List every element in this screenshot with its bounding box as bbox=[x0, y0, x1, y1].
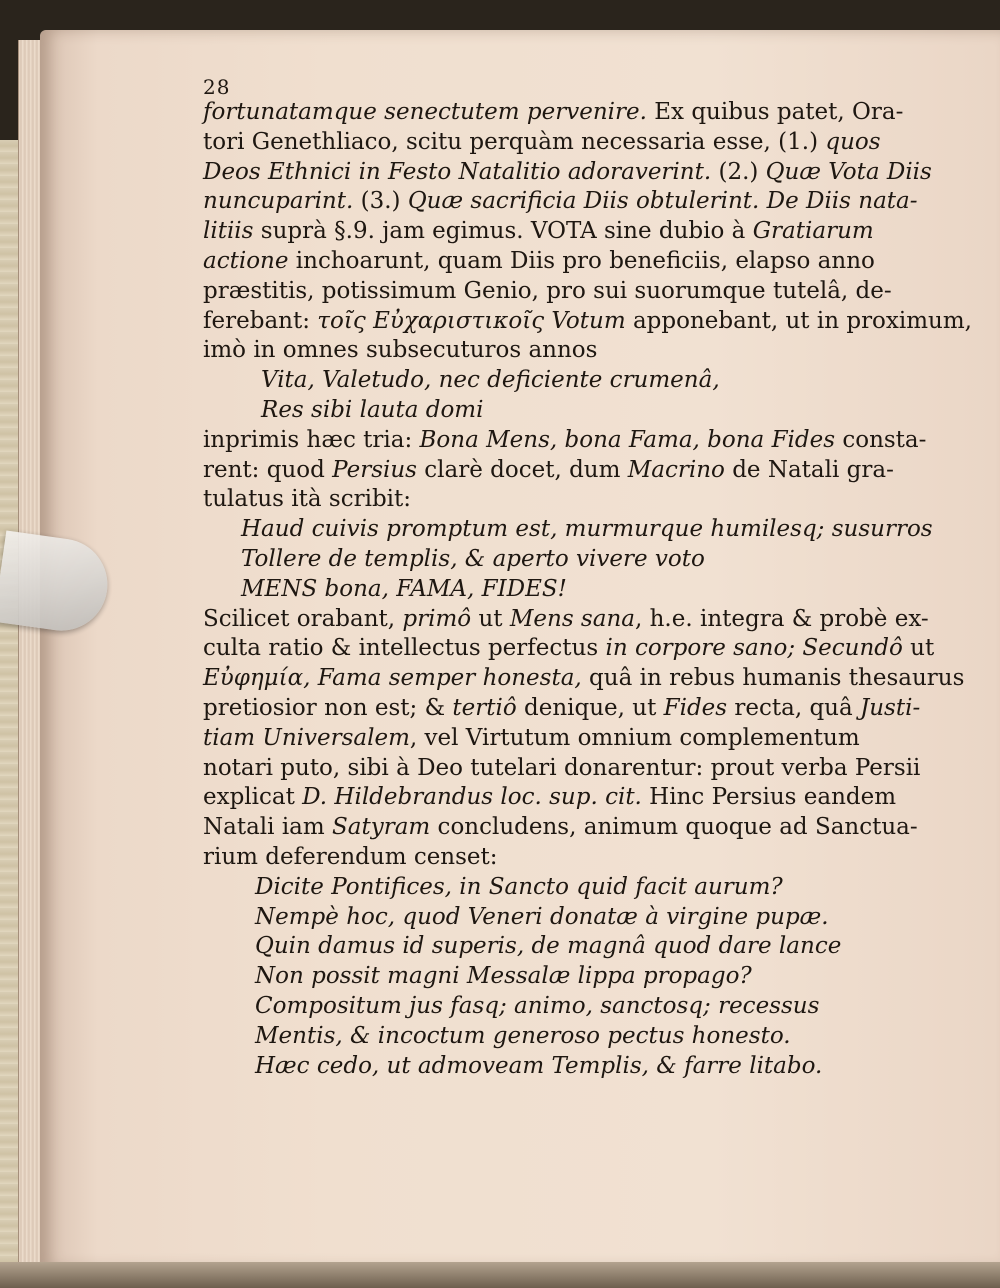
text-segment: de Natali gra- bbox=[724, 456, 894, 483]
text-segment: tiam Universalem bbox=[203, 724, 410, 751]
text-segment: quâ in rebus humanis thesaurus bbox=[581, 665, 965, 692]
text-segment: Vita, Valetudo, nec deficiente crumenâ, bbox=[261, 367, 720, 394]
text-segment: Quæ Vota Diis bbox=[765, 158, 932, 185]
text-line bbox=[203, 873, 903, 903]
text-segment: rium deferendum censet: bbox=[203, 843, 498, 870]
text-segment: Scilicet orabant, bbox=[203, 605, 403, 632]
text-segment: suprà §.9. jam egimus. VOTA sine dubio à bbox=[253, 218, 753, 245]
text-segment: primô bbox=[402, 605, 472, 632]
text-segment: Gratiarum bbox=[752, 218, 874, 245]
text-segment: apponebant, ut in proximum, bbox=[625, 307, 972, 334]
text-segment: , h.e. integra & probè ex- bbox=[634, 605, 929, 632]
text-segment: imò in omnes subsecuturos annos bbox=[203, 337, 598, 364]
text-segment: Justi- bbox=[860, 694, 921, 721]
text-line bbox=[203, 754, 921, 784]
text-line bbox=[203, 307, 972, 337]
text-segment: pretiosior non est; & bbox=[203, 694, 453, 721]
text-line bbox=[203, 128, 903, 158]
text-segment: , vel Virtutum omnium complementum bbox=[409, 724, 860, 751]
text-line bbox=[203, 664, 965, 694]
text-line bbox=[203, 694, 921, 724]
text-segment: Haud cuivis promptum est, murmurque humilesq; susurros bbox=[241, 516, 933, 543]
text-segment: Macrino bbox=[627, 456, 725, 483]
text-segment: actione bbox=[203, 247, 289, 274]
text-segment: inchoarunt, quam Diis pro beneficiis, elapso anno bbox=[288, 247, 875, 274]
text-segment: consta- bbox=[835, 426, 927, 453]
text-segment: inprimis hæc tria: bbox=[203, 426, 420, 453]
text-segment: Mentis, & incoctum generoso pectus honesto. bbox=[255, 1022, 791, 1049]
text-segment: Hinc Persius eandem bbox=[641, 784, 897, 811]
text-line bbox=[203, 1022, 903, 1052]
text-segment: Persius bbox=[332, 456, 417, 483]
text-segment: Res sibi lauta domi bbox=[261, 396, 484, 423]
text-segment: in corpore sano; Secundô bbox=[605, 635, 903, 662]
text-segment: ut bbox=[471, 605, 510, 632]
text-segment: clarè docet, dum bbox=[416, 456, 628, 483]
text-line bbox=[203, 992, 903, 1022]
text-line bbox=[203, 187, 918, 217]
page-bottom-shadow bbox=[0, 1262, 1000, 1288]
text-segment: quos bbox=[825, 128, 881, 155]
text-segment: Deos Ethnici in Festo Natalitio adoraverint. bbox=[203, 158, 712, 185]
text-line bbox=[203, 843, 903, 873]
text-segment: Quæ sacrificia Diis obtulerint. De Diis nata- bbox=[407, 188, 918, 215]
text-segment: Dicite Pontifices, in Sancto quid facit aurum? bbox=[255, 873, 783, 900]
text-line bbox=[203, 813, 918, 843]
text-body bbox=[203, 98, 972, 1081]
text-segment: τοῖς Εὐχαριστικοῖς Votum bbox=[317, 307, 626, 334]
text-line bbox=[203, 247, 903, 277]
text-segment: tori Genethliaco, scitu perquàm necessaria esse, (1.) bbox=[203, 128, 826, 155]
text-segment: Εὐφημία, Fama semper honesta, bbox=[203, 665, 582, 692]
text-segment: nuncuparint. bbox=[203, 188, 354, 215]
text-line bbox=[203, 217, 903, 247]
text-segment: explicat bbox=[203, 784, 303, 811]
text-segment: recta, quâ bbox=[727, 694, 861, 721]
text-segment: rent: quod bbox=[203, 456, 333, 483]
text-line bbox=[203, 634, 935, 664]
text-segment: Natali iam bbox=[203, 814, 333, 841]
text-segment: (3.) bbox=[353, 188, 408, 215]
text-segment: Mens sana bbox=[509, 605, 635, 632]
text-line bbox=[203, 932, 903, 962]
text-segment: Compositum jus fasq; animo, sanctosq; recessus bbox=[255, 992, 820, 1019]
text-line bbox=[203, 336, 903, 366]
text-segment: litiis bbox=[203, 218, 254, 245]
text-segment: concludens, animum quoque ad Sanctua- bbox=[430, 814, 918, 841]
text-segment: Hæc cedo, ut admoveam Templis, & farre litabo. bbox=[255, 1052, 823, 1079]
text-line bbox=[203, 575, 903, 605]
page-number: 28 bbox=[203, 75, 231, 99]
text-segment: denique, ut bbox=[516, 694, 664, 721]
text-line bbox=[203, 605, 929, 635]
text-line bbox=[203, 485, 903, 515]
text-segment: Satyram bbox=[332, 814, 431, 841]
text-segment: Fides bbox=[663, 694, 728, 721]
text-segment: Nempè hoc, quod Veneri donatæ à virgine pupæ. bbox=[255, 903, 829, 930]
text-line bbox=[203, 515, 933, 545]
text-line bbox=[203, 545, 903, 575]
text-line bbox=[203, 426, 927, 456]
text-line bbox=[203, 724, 903, 754]
text-line bbox=[203, 98, 903, 128]
text-line bbox=[203, 962, 903, 992]
text-segment: Tollere de templis, & aperto vivere voto bbox=[241, 545, 705, 572]
text-segment: Non possit magni Messalæ lippa propago? bbox=[255, 963, 752, 990]
text-segment: (2.) bbox=[711, 158, 766, 185]
text-line bbox=[203, 1052, 903, 1082]
text-segment: tulatus ità scribit: bbox=[203, 486, 412, 513]
page-text bbox=[203, 75, 972, 1081]
text-line bbox=[203, 903, 903, 933]
text-line bbox=[203, 456, 903, 486]
text-line bbox=[203, 783, 903, 813]
text-line bbox=[203, 158, 932, 188]
text-line bbox=[203, 277, 903, 307]
text-line bbox=[203, 366, 903, 396]
text-segment: notari puto, sibi à Deo tutelari donarentur: prout verba Persii bbox=[203, 754, 921, 781]
text-segment: Quin damus id superis, de magnâ quod dare lance bbox=[255, 933, 842, 960]
text-segment: ferebant: bbox=[203, 307, 318, 334]
text-segment: D. Hildebrandus loc. sup. cit. bbox=[302, 784, 642, 811]
text-segment: culta ratio & intellectus perfectus bbox=[203, 635, 606, 662]
text-line bbox=[203, 396, 903, 426]
text-segment: MENS bona, FAMA, FIDES! bbox=[241, 575, 567, 602]
text-segment: Ex quibus patet, Ora- bbox=[646, 99, 904, 125]
text-segment: præstitis, potissimum Genio, pro sui suorumque tutelâ, de- bbox=[203, 277, 892, 304]
text-segment: tertiô bbox=[452, 694, 517, 721]
text-segment: Bona Mens, bona Fama, bona Fides bbox=[419, 426, 836, 453]
text-segment: fortunatamque senectutem pervenire. bbox=[203, 99, 647, 125]
text-segment: ut bbox=[902, 635, 935, 662]
